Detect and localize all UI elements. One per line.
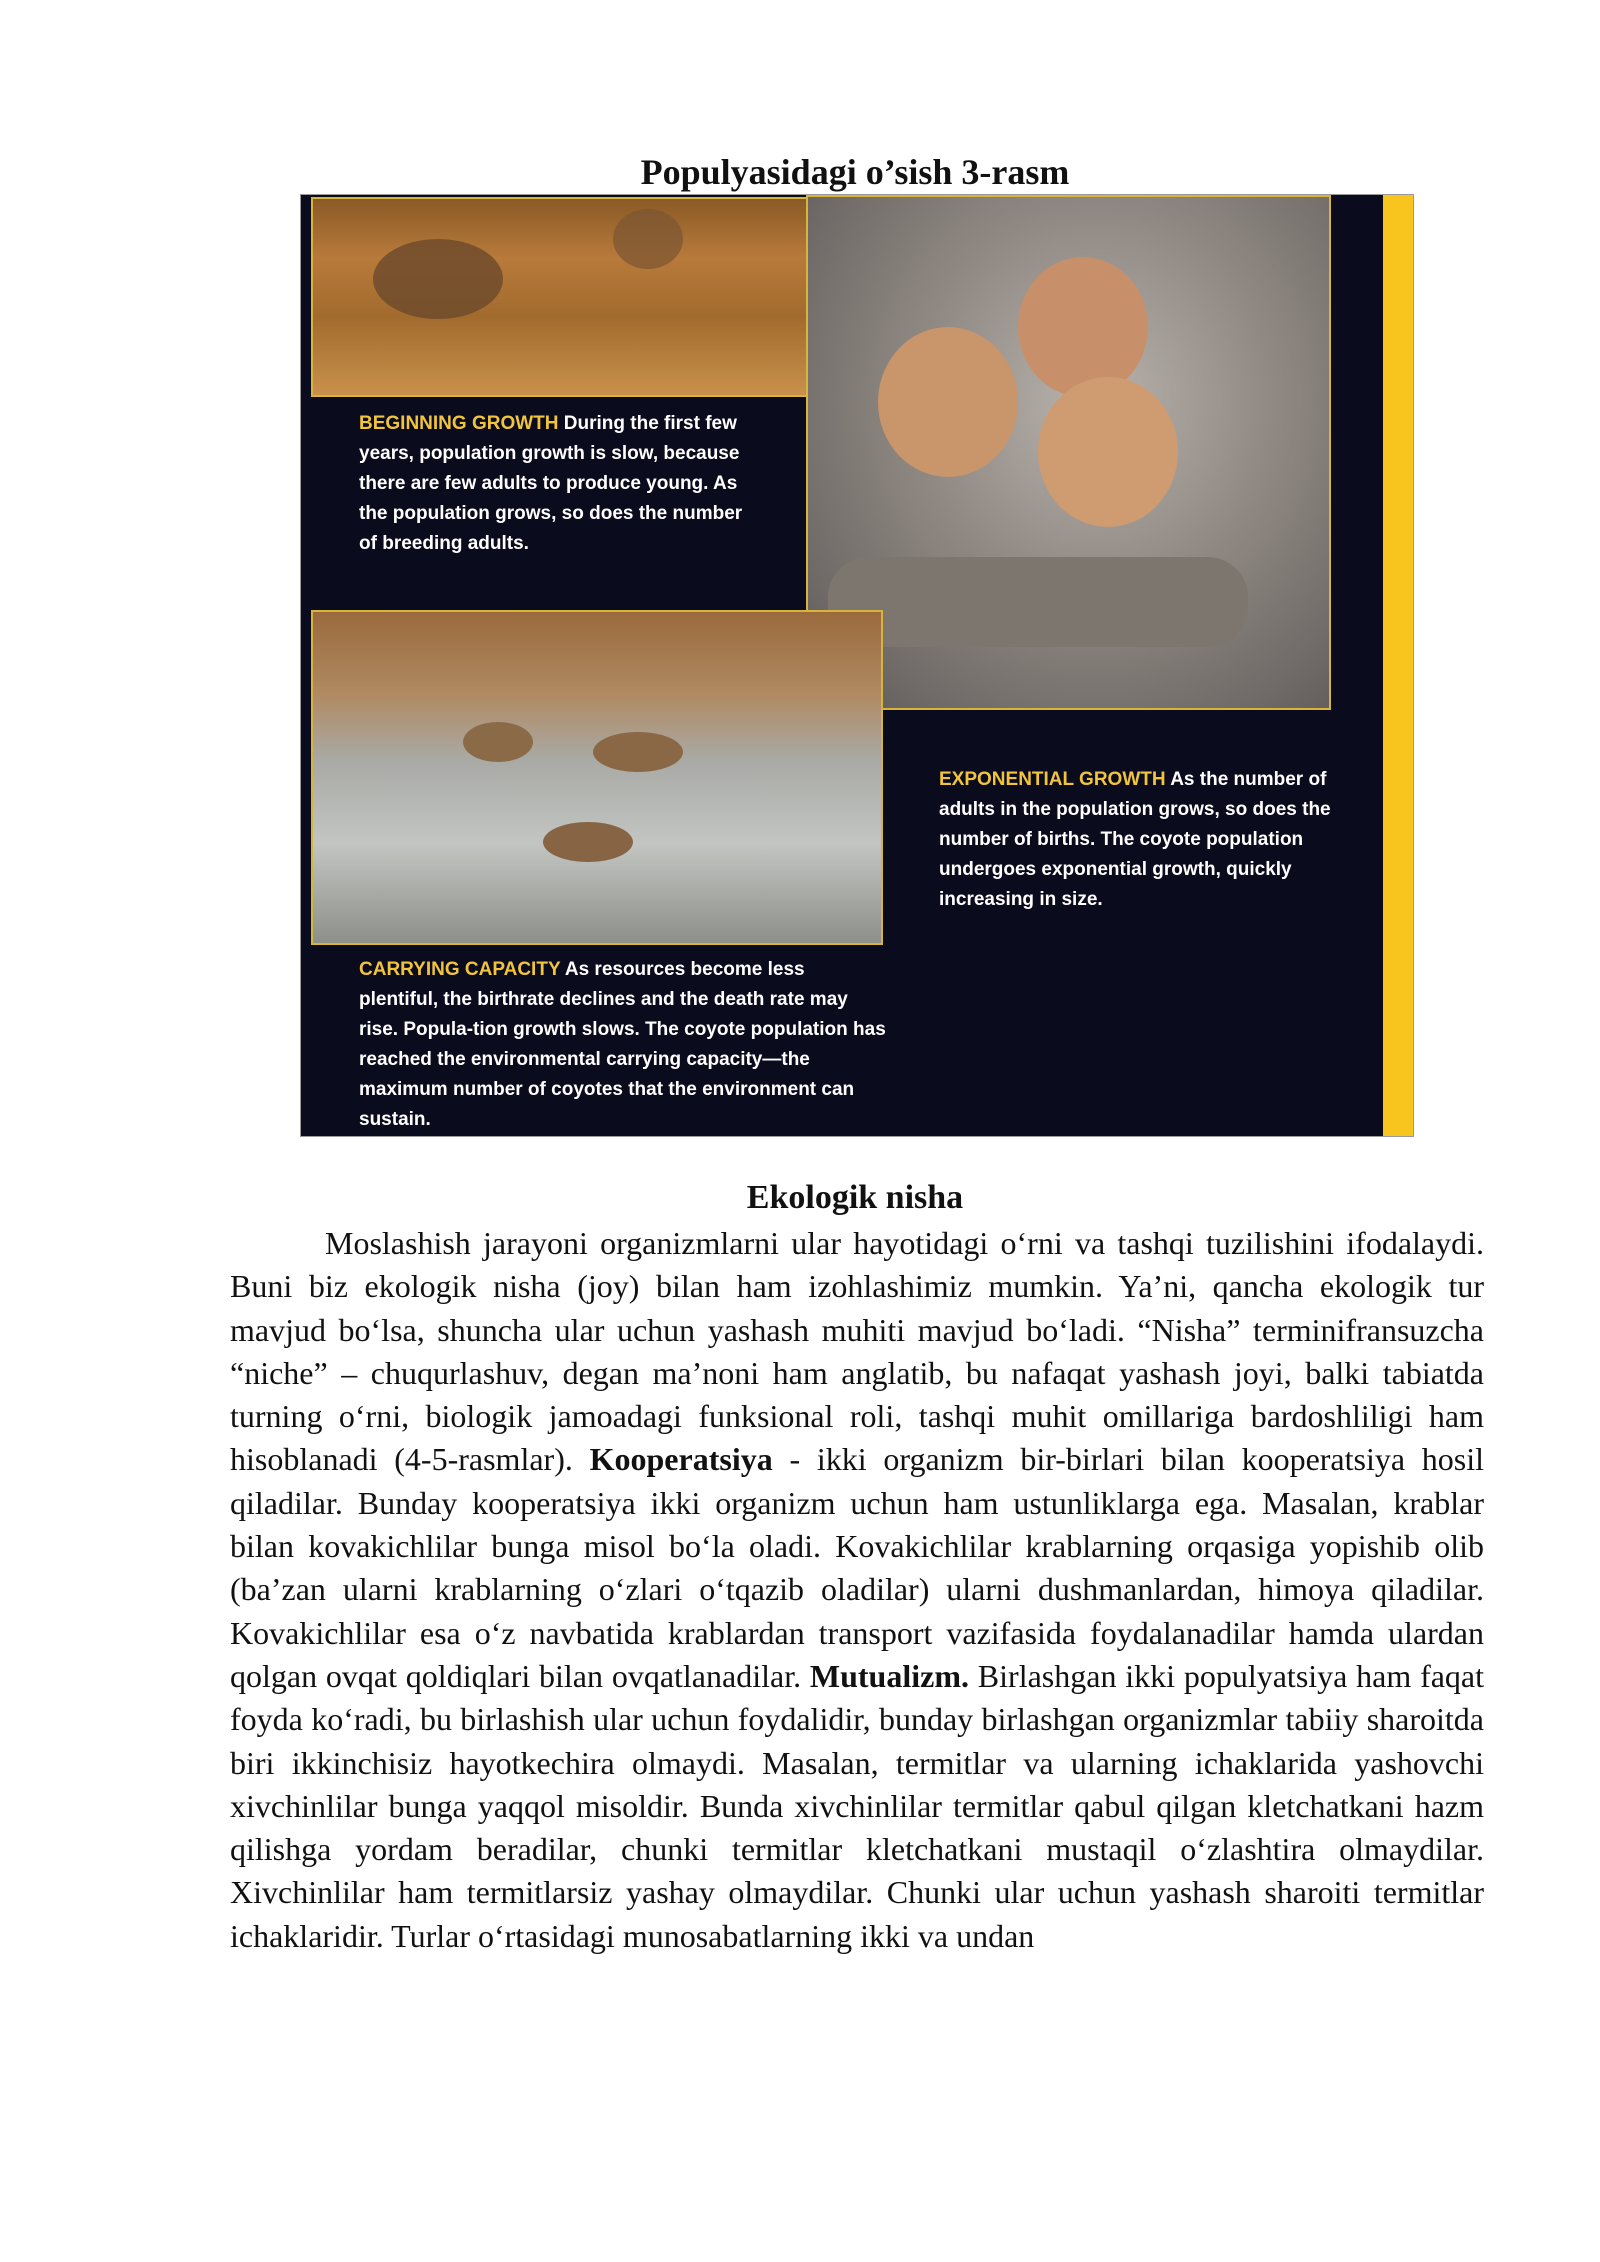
caption-exponential-growth — [939, 765, 1349, 915]
section-heading: Ekologik nisha — [746, 1179, 964, 1216]
caption-text: As the number of adults in the population grows, so does the number of births. The coyote population undergoes exponential growth, quickly increasing in size. — [939, 769, 1331, 910]
term-mutualism: Mutualizm. — [809, 1657, 969, 1694]
caption-beginning-growth — [359, 409, 759, 559]
paragraph-text: Birlashgan ikki populyatsiya ham faqat foyda ko‘radi, bu birlashish ular uchun foydalidir, bunday birlashgan organizmlar tabiiy sharoitda biri ikkinchisiz hayotkechira olmaydi. Masalan, termitlar va ularning ichaklarida yashovchi xivchinlilar bunga yaqqol misoldir. Bunda xivchinlilar termitlar qabul qilgan kletchatkani hazm qilishga yordam beradilar, chunki termitlar kletchatkani mustaqil o‘zlashtira olmaydilar. Xivchinlilar ham termitlarsiz yashay olmaydilar. Chunki ular uchun yashash sharoiti termitlar ichaklaridir. Turlar o‘rtasidagi munosabatlarning ikki va undan — [230, 1657, 1485, 1954]
paragraph-text: - ikki organizm bir-birlari bilan kooperatsiya hosil qiladilar. Bunday kooperatsiya ikki organizm uchun ham ustunliklarga ega. Masalan, krablar bilan kovakichlilar bunga misol bo‘la oladi. Kovakichlilar krablarning orqasiga yopishib olib (ba’zan ularni krablarning o‘zlari o‘tqazib oladilar) ularni dushmanlardan, himoya qiladilar. Kovakichlilar esa o‘z navbatida krablardan transport vazifasida foydalanadilar hamda ulardan qolgan ovqat qoldiqlari bilan ovqatlanadilar. — [230, 1441, 1485, 1694]
body-paragraph — [230, 1222, 1484, 1958]
coyote-grass-photo — [311, 197, 831, 397]
caption-text: During the first few years, population growth is slow, because there are few adults to produce young. As the population grows, so does the number of breeding adults. — [359, 413, 743, 554]
population-growth-figure — [300, 194, 1414, 1137]
caption-label: BEGINNING GROWTH — [359, 413, 559, 434]
figure-title: Populyasidagi o’sish 3-rasm — [640, 152, 1070, 192]
term-cooperation: Kooperatsiya — [589, 1441, 773, 1478]
caption-text: As resources become less plentiful, the birthrate declines and the death rate may rise. Popula-tion growth slows. The coyote population has reached the environmental carrying capacity—the maximum number of coyotes that the environment can sustain. — [359, 959, 886, 1130]
yellow-border-stripe — [1383, 195, 1413, 1136]
paragraph-text: Moslashish jarayoni organizmlarni ular hayotidagi o‘rni va tashqi tuzilishini ifodalaydi. Buni biz ekologik nisha (joy) bilan ham izohlashimiz mumkin. Ya’ni, qancha ekologik tur mavjud bo‘lsa, shuncha ular uchun yashash muhiti mavjud bo‘ladi. “Nisha” terminifransuzcha “niche” – chuqurlashuv, degan ma’noni ham anglatib, bu nafaqat yashash joyi, balki tabiatda turning o‘rni, biologik jamoadagi funksional roli, tashqi muhit omillariga bardoshliligi ham hisoblanadi (4-5-rasmlar). — [230, 1225, 1484, 1478]
caption-label: EXPONENTIAL GROWTH — [939, 769, 1166, 790]
coyote-pups-photo — [806, 195, 1331, 710]
caption-label: CARRYING CAPACITY — [359, 959, 561, 980]
caption-carrying-capacity — [359, 955, 889, 1135]
coyote-plain-photo — [311, 610, 883, 945]
